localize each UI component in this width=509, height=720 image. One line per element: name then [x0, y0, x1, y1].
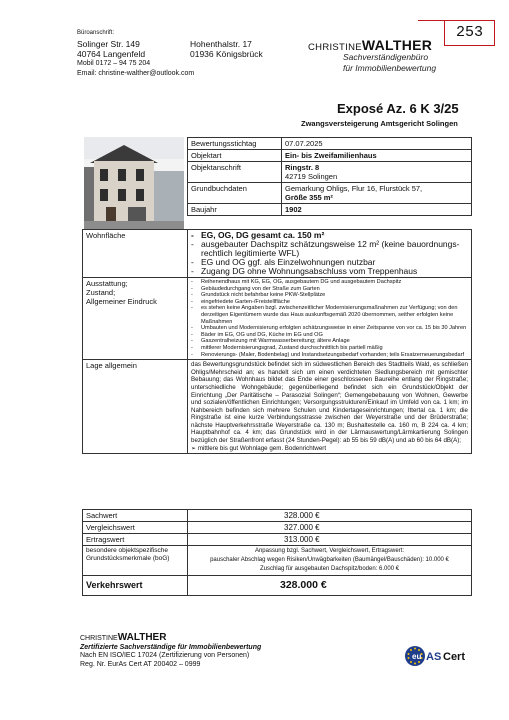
list-item: - EG, OG, DG gesamt ca. 150 m²: [191, 231, 468, 240]
verkehrswert-label: Verkehrswert: [83, 576, 188, 596]
brand-name: CHRISTINEWALTHER: [308, 37, 433, 53]
list-item: - Gebäudedurchgang von der Straße zum Garten: [191, 286, 468, 293]
table-row: [83, 360, 472, 454]
value-cell: Ein- bis Zweifamilienhaus: [282, 150, 472, 162]
list-item: - Gaszentralheizung mit Warmwasserbereitung; ältere Anlage: [191, 338, 468, 345]
house-photo: [84, 137, 184, 229]
footer-line-2: Nach EN ISO/IEC 17024 (Zertifizierung von Personen): [80, 652, 250, 659]
sachwert-label: Sachwert: [83, 510, 188, 522]
brand-tagline: Sachverständigenbüro für Immobilienbewertung: [343, 52, 437, 73]
table-row: [83, 510, 472, 522]
table-row: [83, 546, 472, 576]
page-number-stamp: 253: [444, 20, 495, 46]
list-item: - Zugang DG ohne Wohnungsabschluss vom Treppenhaus: [191, 267, 468, 276]
ausstattung-cell: [188, 278, 472, 360]
footer: [80, 633, 261, 669]
footer-brand: CHRISTINEWALTHER: [80, 632, 167, 643]
table-row: [188, 150, 472, 162]
value-cell: 1902: [282, 204, 472, 216]
label-cell: Objektart: [188, 150, 282, 162]
lage-text: das Bewertungsgrundstück befindet sich im südwestlichen Bereich des Stadtteils Wald, es schließen Ohligs/Mehrscheid an; es handelt sich um einen verdichteten Siedlungsbereich mit gemischter Bebauung; das Wohnhaus bildet das Ende einer geschlossenen Baureihe entlang der Ringstraße; unterschiedliche Wohngebäude; gegenüberliegend befindet sich ein Grundstück/Objekt der Einrichtung „Der Paritätische – Parasozial Solingen“; Gemengebebauung von Wohnen, Gewerbe und sozialen/öffentlichen Einrichtungen; Versorgungsstrukturen/Einkauf im Umfeld von ca. 1 km; im Nahbereich befinden sich mehrere Schulen und Kindertageseinrichtungen; Ittertal ca. 1 km; die Ringstraße ist eine kurze Verbindungsstrasse zwischen der Weyerstraße und der Brüderstraße; nächste Hauptverkehrsstraße Weyerstraße ca. 130 m; Bushaltestelle ca. 160 m, B 224 ca. 4 km; Hauptbahnhof ca. 4 km; das Grundstück wird in der Lärmauswertung/Lärmkartierung Solingen bezüglich der Straßenfront erfasst (24 Stunden-Pegel): ab 55 bis 59 dB(A) und ab 60 bis 64 dB(A);: [191, 361, 468, 445]
page-title: Exposé Az. 6 K 3/25: [337, 101, 459, 116]
list-item: - mittlerer Modernisierungsgrad, Zustand durchschnittlich bis partiell mäßig: [191, 345, 468, 352]
wohnflaeche-label: Wohnfläche: [83, 230, 188, 278]
table-row: [188, 204, 472, 216]
table-row: [83, 534, 472, 546]
details-table: [82, 229, 472, 454]
footer-line-3: Reg. Nr. EurAs Cert AT 200402 – 0999: [80, 660, 201, 668]
list-item: - es stehen keine Angaben bzgl. zwischenzeitlicher Modernisierungsmaßnahmen zur Verfügung; von den derzeitigen Eigentümern wurde das Haus auskunftsgemäß 2020 übernommen, seither erfolgten keine Maßnahmen: [191, 305, 468, 325]
verkehrswert-value: 328.000 €: [188, 576, 472, 596]
list-item: - Grundstück nicht befahrbar keine PKW-Stellplätze: [191, 292, 468, 299]
vergleichswert-value: 327.000 €: [188, 522, 472, 534]
address-line-2-right: 01936 Königsbrück: [190, 49, 263, 59]
values-table: [82, 509, 472, 596]
sachwert-value: 328.000 €: [188, 510, 472, 522]
label-cell: Grundbuchdaten: [188, 183, 282, 204]
svg-text:eu: eu: [412, 652, 422, 661]
page-subtitle: Zwangsversteigerung Amtsgericht Solingen: [301, 119, 458, 128]
bog-label: besondere objektspezifische Grundstücksmerkmale (boG): [83, 546, 188, 576]
list-item: - EG und OG ggf. als Einzelwohnungen nutzbar: [191, 258, 468, 267]
list-item: - ausgebauter Dachspitz schätzungsweise 12 m² (keine bauordnungs-rechtlich legitimierte WFL): [191, 240, 468, 258]
svg-text:Cert: Cert: [443, 651, 466, 663]
lage-cell: [188, 360, 472, 454]
table-row: [188, 162, 472, 183]
email-address: Email: christine-walther@outlook.com: [77, 70, 195, 77]
list-item: - Reihenendhaus mit KG, EG, OG, ausgebautem DG und ausgebautem Dachspitz: [191, 279, 468, 286]
office-address-label: Büroanschrift:: [77, 30, 115, 36]
value-cell: Gemarkung Ohligs, Flur 16, Flurstück 57, Größe 355 m²: [282, 183, 472, 204]
label-cell: Objektanschrift: [188, 162, 282, 183]
label-cell: Baujahr: [188, 204, 282, 216]
office-address: [77, 39, 263, 79]
list-item: - Umbauten und Modernisierung erfolgten schätzungsweise in einer Zeitspanne von vor ca. 15 bis 30 Jahren: [191, 325, 468, 332]
lage-bullet: ➢ mittlere bis gut Wohnlage gem. Bodenrichtwert: [191, 444, 327, 452]
table-row: [83, 230, 472, 278]
stamp-rule: [418, 20, 444, 21]
list-item: - Renovierungs- (Maler, Bodenbelag) und Instandsetzungsbedarf vorhanden; teils Ersatzerneuerungsbedarf: [191, 352, 468, 359]
table-row: [83, 522, 472, 534]
svg-text:AS: AS: [426, 651, 442, 663]
address-line-2-left: 40764 Langenfeld: [77, 49, 146, 59]
ausstattung-label: Ausstattung; Zustand; Allgemeiner Eindruck: [83, 278, 188, 360]
ertragswert-label: Ertragswert: [83, 534, 188, 546]
mobile-number: Mobil 0172 – 94 75 204: [77, 60, 151, 67]
label-cell: Bewertungsstichtag: [188, 138, 282, 150]
address-line-1-left: Solinger Str. 149: [77, 39, 140, 49]
bog-cell: Anpassung bzgl. Sachwert, Vergleichswert, Ertragswert: pauschaler Abschlag wegen Risiken/Unwägbarkeiten (Baumängel/Bauschäden): 10.000 € Zuschlag für ausgebauten Dachspitz/boden: 6.000 €: [188, 546, 472, 576]
lage-label: Lage allgemein: [83, 360, 188, 454]
ertragswert-value: 313.000 €: [188, 534, 472, 546]
wohnflaeche-cell: [188, 230, 472, 278]
value-cell: 07.07.2025: [282, 138, 472, 150]
table-row: [83, 576, 472, 596]
table-row: [188, 138, 472, 150]
footer-line-1: Zertifizierte Sachverständige für Immobilienbewertung: [80, 643, 262, 651]
table-row: [188, 183, 472, 204]
table-row: [83, 278, 472, 360]
list-item: - Bäder im EG, OG und DG, Küche im EG und OG: [191, 332, 468, 339]
euascert-logo: [404, 645, 472, 667]
overview-table: [187, 137, 472, 216]
vergleichswert-label: Vergleichswert: [83, 522, 188, 534]
list-item: - eingefriedete Garten-/Freistellfläche: [191, 299, 468, 306]
value-cell: Ringstr. 8 42719 Solingen: [282, 162, 472, 183]
address-line-1-right: Hohenthalstr. 17: [190, 39, 252, 49]
